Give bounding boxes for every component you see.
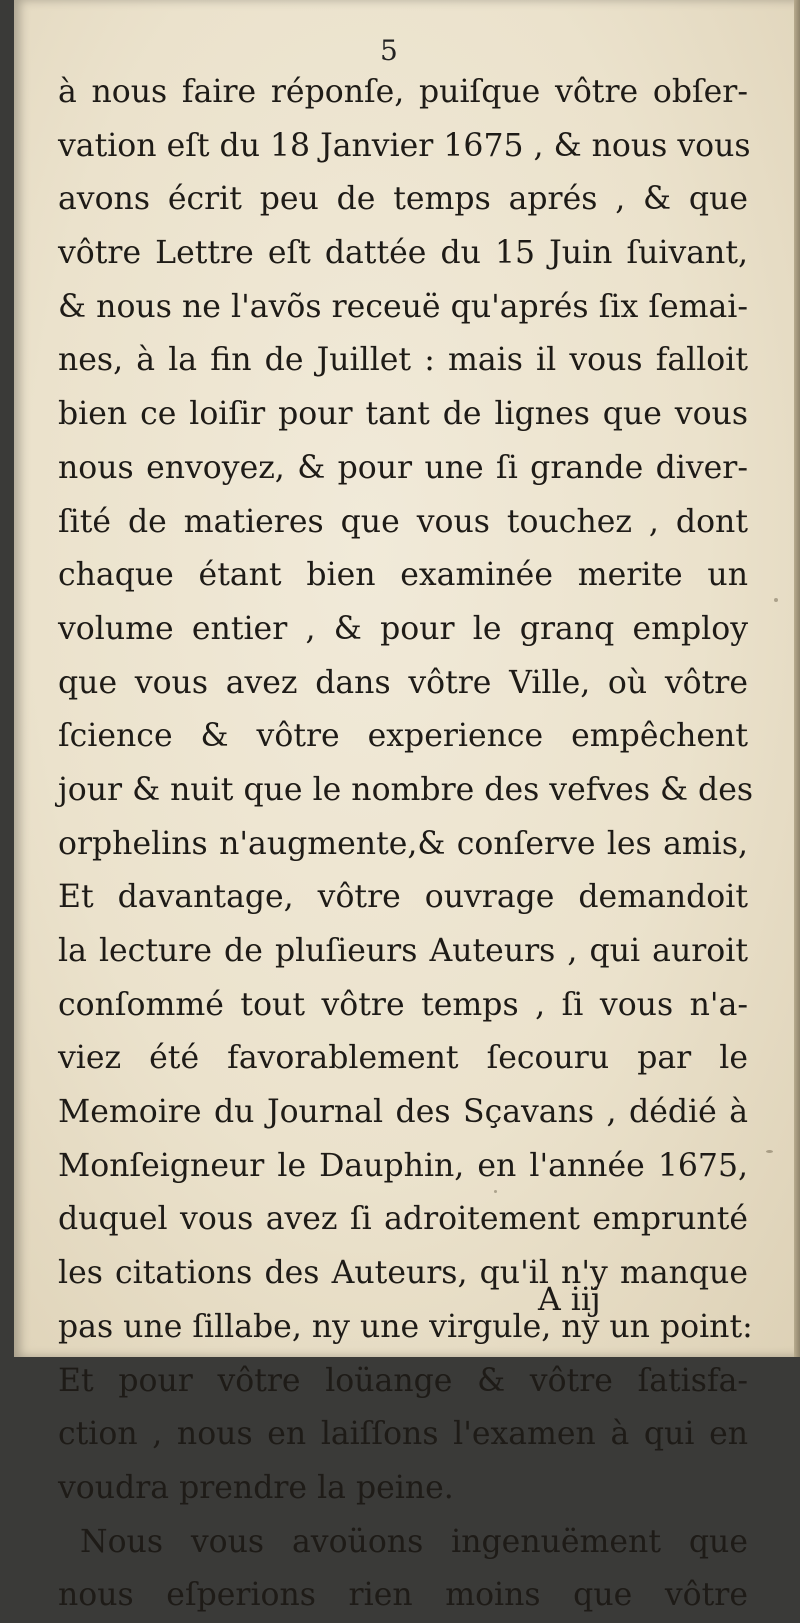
signature-mark: A iij (538, 1282, 601, 1318)
text-line: les citations des Auteurs, qu'il n'y manque (58, 1255, 748, 1292)
text-line: Et pour vôtre loüange & vôtre ſatisfa- (58, 1362, 748, 1399)
text-line: ſcience & vôtre experience empêchent (58, 718, 748, 755)
text-line: viez été favorablement ſecouru par le (58, 1040, 748, 1077)
text-line: que vous avez dans vôtre Ville, où vôtre (58, 664, 748, 701)
book-page (14, 0, 800, 1614)
text-line: pas une ſillabe, ny une virgule, ny un point: (58, 1308, 753, 1345)
text-line: jour & nuit que le nombre des vefves & des (58, 771, 754, 808)
text-line: Memoire du Journal des Sçavans , dédié à (58, 1094, 748, 1131)
text-line: à nous faire réponſe, puiſque vôtre obſer- (58, 74, 748, 110)
text-line: volume entier , & pour le granq employ (58, 610, 748, 647)
text-line: vôtre Lettre eſt dattée du 15 Juin ſuivant, (58, 235, 748, 272)
text-line: voudra prendre la peine. (58, 1469, 454, 1506)
text-line: nous eſperions rien moins que vôtre (58, 1577, 748, 1614)
text-line: Monſeigneur le Dauphin, en l'année 1675, (58, 1147, 748, 1184)
text-line: ction , nous en laiſſons l'examen à qui en (58, 1416, 748, 1453)
page-edge (794, 0, 800, 1357)
text-line: orphelins n'augmente,& conſerve les amis, (58, 825, 748, 862)
text-line: la lecture de pluſieurs Auteurs , qui auroit (58, 933, 748, 969)
text-line: vation eſt du 18 Janvier 1675 , & nous vous (58, 127, 751, 164)
body-text (58, 66, 754, 1623)
paper-speck (494, 1190, 497, 1193)
text-line: nes, à la fin de Juillet : mais il vous falloit (58, 342, 748, 379)
paper-speck (774, 598, 778, 602)
text-line: bien ce loiſir pour tant de lignes que vous (58, 396, 748, 433)
page-number: 5 (380, 34, 398, 67)
text-line: ſité de matieres que vous touchez , dont (58, 503, 748, 540)
text-line: & nous ne l'avõs receuë qu'aprés ſix ſemai- (58, 288, 748, 325)
text-line: Nous vous avoüons ingenuëment que (80, 1523, 748, 1560)
text-line: Et davantage, vôtre ouvrage demandoit (58, 879, 748, 916)
text-line: avons écrit peu de temps aprés , & que (58, 181, 748, 218)
text-line: duquel vous avez ſi adroitement emprunté (58, 1201, 748, 1238)
text-line: conſommé tout vôtre temps , ſi vous n'a- (58, 986, 748, 1023)
text-line: nous envoyez, & pour une ſi grande diver- (58, 449, 748, 486)
text-line: chaque étant bien examinée merite un (58, 557, 748, 594)
paper-speck (766, 1150, 773, 1153)
